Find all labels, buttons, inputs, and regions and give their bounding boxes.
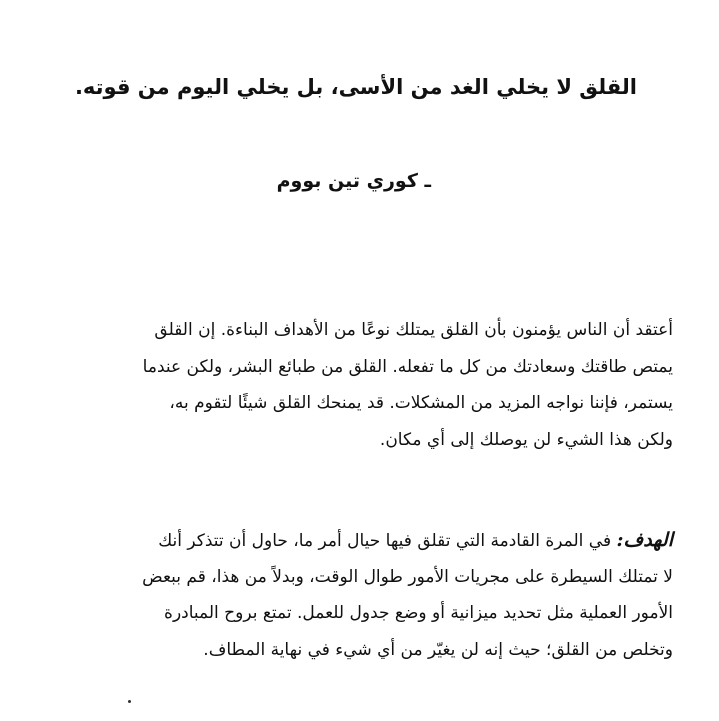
paragraph-line: ولكن هذا الشيء لن يوصلك إلى أي مكان. — [379, 429, 673, 450]
paragraph-text: في المرة القادمة التي تقلق فيها حيال أمر ما، حاول أن تتذكر أنك — [158, 531, 617, 551]
paragraph-line: الأمور العملية مثل تحديد ميزانية أو وضع جدول للعمل. تمتع بروح المبادرة — [164, 603, 673, 623]
paragraph-line: يمتص طاقتك وسعادتك من كل ما تفعله. القلق من طبائع البشر، ولكن عندما — [142, 356, 673, 377]
paragraph-line: يستمر، فإننا نواجه المزيد من المشكلات. قد يمنحك القلق شيئًا لتقوم به، — [169, 393, 673, 413]
goal-label: الهدف: — [616, 529, 673, 551]
paragraph-line — [33, 522, 673, 559]
paragraph-line: لا تمتلك السيطرة على مجريات الأمور طوال الوقت، وبدلاً من هذا، قم ببعض — [142, 566, 673, 587]
quote-author: ـ كوري تين بووم — [276, 170, 431, 192]
body-paragraph-1 — [33, 312, 673, 458]
page-speck — [128, 700, 131, 703]
paragraph-line: أعتقد أن الناس يؤمنون بأن القلق يمتلك نوعًا من الأهداف البناءة. إن القلق — [154, 320, 673, 340]
goal-paragraph — [33, 522, 673, 668]
epigraph-quote: القلق لا يخلي الغد من الأسى، بل يخلي اليوم من قوته. — [74, 75, 637, 99]
paragraph-line: وتخلص من القلق؛ حيث إنه لن يغيّر من أي شيء في نهاية المطاف. — [203, 639, 673, 660]
